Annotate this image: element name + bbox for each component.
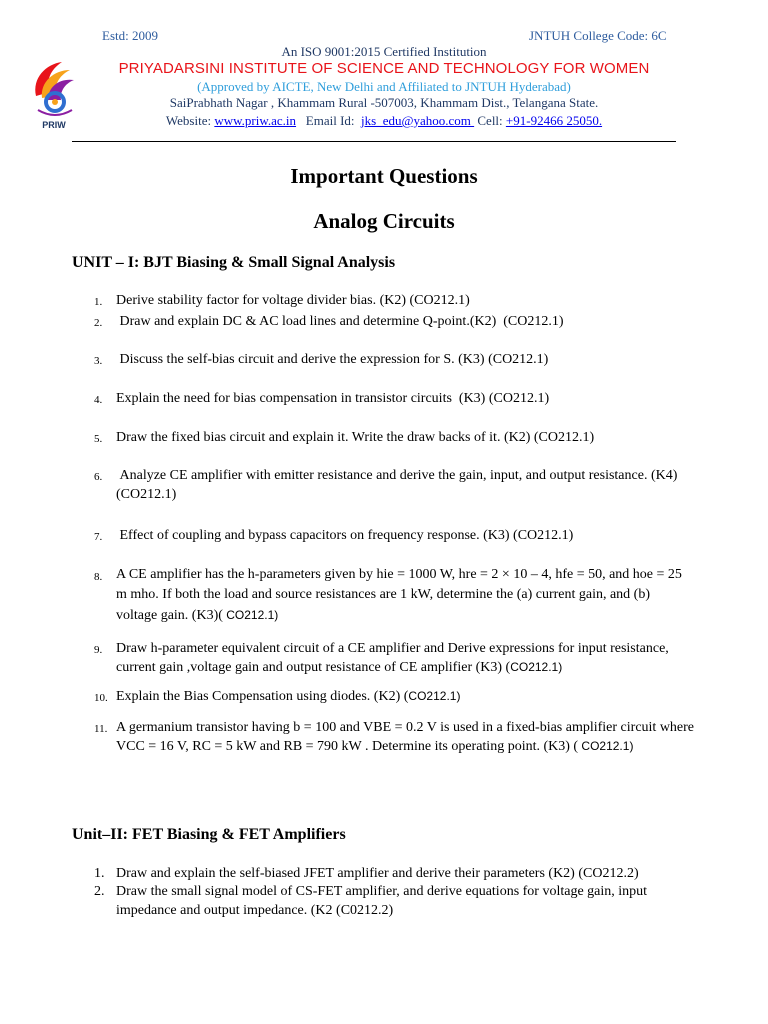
question-body: A germanium transistor having b = 100 and VBE = 0.2 V is used in a fixed-bias amplifier circuit where VCC = 16 V, RC = 5 kW and RB = 790 kW . Determine its operating point. (K3) ( [116,720,695,754]
question-number: 4. [94,394,103,406]
question-text: Draw the fixed bias circuit and explain it. Write the draw backs of it. (K2) (CO212.1) [116,430,595,445]
question-text: Discuss the self-bias circuit and derive the expression for S. (K3) (CO212.1) [116,352,549,367]
established-year: Estd: 2009 [102,28,158,43]
list-item [94,864,694,884]
list-item [94,428,694,448]
list-item [94,350,694,370]
website-label: Website: [165,113,215,128]
question-number: 2. [94,884,105,899]
question-body: Draw h-parameter equivalent circuit of a CE amplifier and Derive expressions for input resistance, current gain ,voltage gain and output resistance of CE amplifier (K3) ( [116,641,669,675]
email-label: Email Id: [296,113,362,128]
question-text: Draw and explain DC & AC load lines and determine Q-point.(K2) (CO212.1) [116,314,564,329]
question-text: Explain the need for bias compensation in transistor circuits (K3) (CO212.1) [116,391,550,406]
list-item [94,687,694,707]
list-item [94,718,694,776]
question-number: 11. [94,723,108,735]
subject-title: Analog Circuits [313,209,455,233]
question-number: 5. [94,433,103,445]
question-body: Explain the Bias Compensation using diodes. (K2) ( [116,689,409,704]
list-item [94,312,694,332]
question-body: A CE amplifier has the h-parameters given by hie = 1000 W, hre = 2 × 10 – 4, hfe = 50, and hoe = 25 m mho. If both the load and source resistances are 1 kW, determine the (a) current gain, and (b) voltage gain. (K3)( [116,567,682,623]
question-number: 1. [94,866,105,881]
question-text: Draw the small signal model of CS-FET amplifier, and derive equations for voltage gain, input impedance and output impedance. (K2 (C0212.2) [116,884,648,918]
logo-text: PRIW [42,120,66,130]
list-item [94,389,694,409]
question-text [116,565,694,626]
list-item [94,291,694,311]
list-item [94,466,694,506]
question-text: Draw and explain the self-biased JFET amplifier and derive their parameters (K2) (CO212.2) [116,866,639,881]
header-divider [72,141,676,142]
website-link[interactable]: www.priw.ac.in [214,113,297,128]
cell-label: Cell: [474,113,506,128]
email-link[interactable]: jks_edu@yahoo.com [361,113,475,128]
list-item [94,639,694,679]
document-title: Important Questions [290,164,478,188]
question-text [116,639,694,677]
question-number: 7. [94,531,103,543]
question-number: 3. [94,355,103,367]
cell-link[interactable]: +91-92466 25050. [505,113,603,128]
address-line: SaiPrabhath Nagar , Khammam Rural -507003, Khammam Dist., Telangana State. [169,95,599,110]
question-number: 6. [94,471,103,483]
approval-line: (Approved by AICTE, New Delhi and Affiliated to JNTUH Hyderabad) [197,79,571,94]
question-number: 2. [94,317,103,329]
course-outcome: CO212.1) [510,660,563,674]
question-number: 9. [94,644,103,656]
course-outcome: CO212.1) [408,689,461,703]
question-number: 8. [94,571,103,583]
list-item [94,565,694,625]
unit1-heading: UNIT – I: BJT Biasing & Small Signal Analysis [72,254,396,271]
contact-line [0,113,768,129]
unit2-heading: Unit–II: FET Biasing & FET Amplifiers [72,826,346,843]
question-text: Analyze CE amplifier with emitter resistance and derive the gain, input, and output resistance. (K4) (CO212.1) [116,468,681,502]
list-item [94,882,694,922]
course-outcome: CO212.1) [222,608,279,622]
question-text [116,687,694,706]
course-outcome: CO212.1) [578,739,634,753]
question-text [116,718,694,756]
question-number: 10. [94,692,108,704]
iso-certification: An ISO 9001:2015 Certified Institution [281,44,487,59]
institute-name: PRIYADARSINI INSTITUTE OF SCIENCE AND TECHNOLOGY FOR WOMEN [118,60,650,77]
list-item [94,526,694,546]
question-number: 1. [94,296,103,308]
college-code: JNTUH College Code: 6C [529,28,667,43]
question-text: Derive stability factor for voltage divider bias. (K2) (CO212.1) [116,293,470,308]
question-text: Effect of coupling and bypass capacitors on frequency response. (K3) (CO212.1) [116,528,574,543]
